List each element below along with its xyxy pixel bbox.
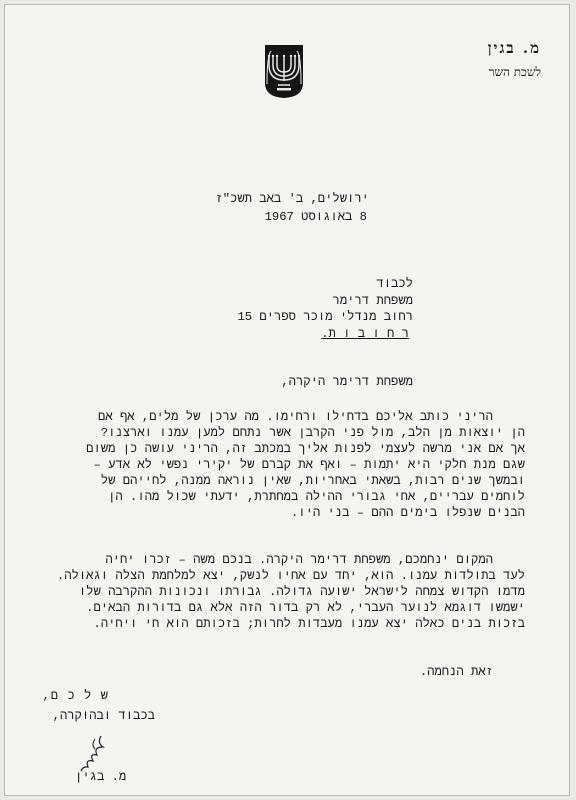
p1-line-2: הן יוצאות מן הלב, מול פני הקרבן אשר נתחם למען עמנו וארצנו?: [100, 426, 525, 440]
consolation: זאת הנחמה.: [419, 665, 493, 679]
p2-line-4: ישמשו דוגמא לנוער העברי, לא רק בדור הזה אלא גם בדורות הבאים.: [86, 601, 525, 615]
p1-line-1: הריני כותב אליכם בדחילו ורחימו. מה ערכן של מלים, אף אם: [98, 410, 493, 424]
p2-line-3: מדמו הקדוש צמחה לישראל ישועה גדולה. גבורתו ונכונות ההקרבה שלו: [78, 585, 525, 599]
state-emblem-menorah-icon: [263, 43, 305, 99]
date-gregorian: 8 באוגוסט 1967: [264, 210, 367, 224]
letterhead-name: מ. בגין: [487, 39, 541, 57]
closing-shalom: ש ל כ ם,: [42, 689, 109, 703]
recipient-line-2: משפחת דרימר: [332, 294, 413, 308]
printed-name: מ. בגין: [75, 770, 127, 784]
p2-line-5: בזכות בנים כאלה יצא עמנו מעבדות לחרות; בזכותם הוא חי ויחיה.: [93, 617, 525, 631]
recipient-line-3: רחוב מנדלי מוכר ספרים 15: [237, 310, 413, 324]
handwritten-signature-icon: [77, 733, 107, 773]
p2-line-2: לעד בתולדות עמנו. הוא, יחד עם אחיו לנשק, יצא למלחמת הצלה וגאולה.: [56, 569, 525, 583]
p1-line-7: הבנים שנפלו בימים ההם – בני היו.: [290, 506, 525, 520]
recipient-city: ר ח ו ב ו ת.: [321, 327, 409, 341]
p1-line-6: לוחמים עבריים, אחי גבורי ההילה במחתרת, ידעתי שכול מהו. הן: [108, 490, 525, 504]
recipient-line-1: לכבוד: [376, 277, 413, 291]
letterhead-office: לשכת השר: [488, 65, 541, 79]
letter-page: [4, 4, 570, 796]
p2-line-1: המקום ינחמכם, משפחת דרימר היקרה. בנכם משה – זכרו יחיה: [105, 553, 493, 567]
date-hebrew: ירושלים, ב' באב תשכ"ז: [215, 192, 369, 206]
p1-line-5: ובמשך שנים רבות, בשאתי באחריות, שאין נוראה ממנה, לחייהם של: [100, 474, 525, 488]
p1-line-3: אך אם אני מרשה לעצמי לפנות אליך במכתב זה, הריני עושה כן משום: [86, 442, 525, 456]
closing-regards: בכבוד ובהוקרה,: [52, 709, 155, 723]
salutation: משפחת דרימר היקרה,: [281, 375, 413, 389]
p1-line-4: שגם מנת חלקי היא יתמות – ואף את קברם של יקירי נפשי לא אדע –: [93, 458, 525, 472]
